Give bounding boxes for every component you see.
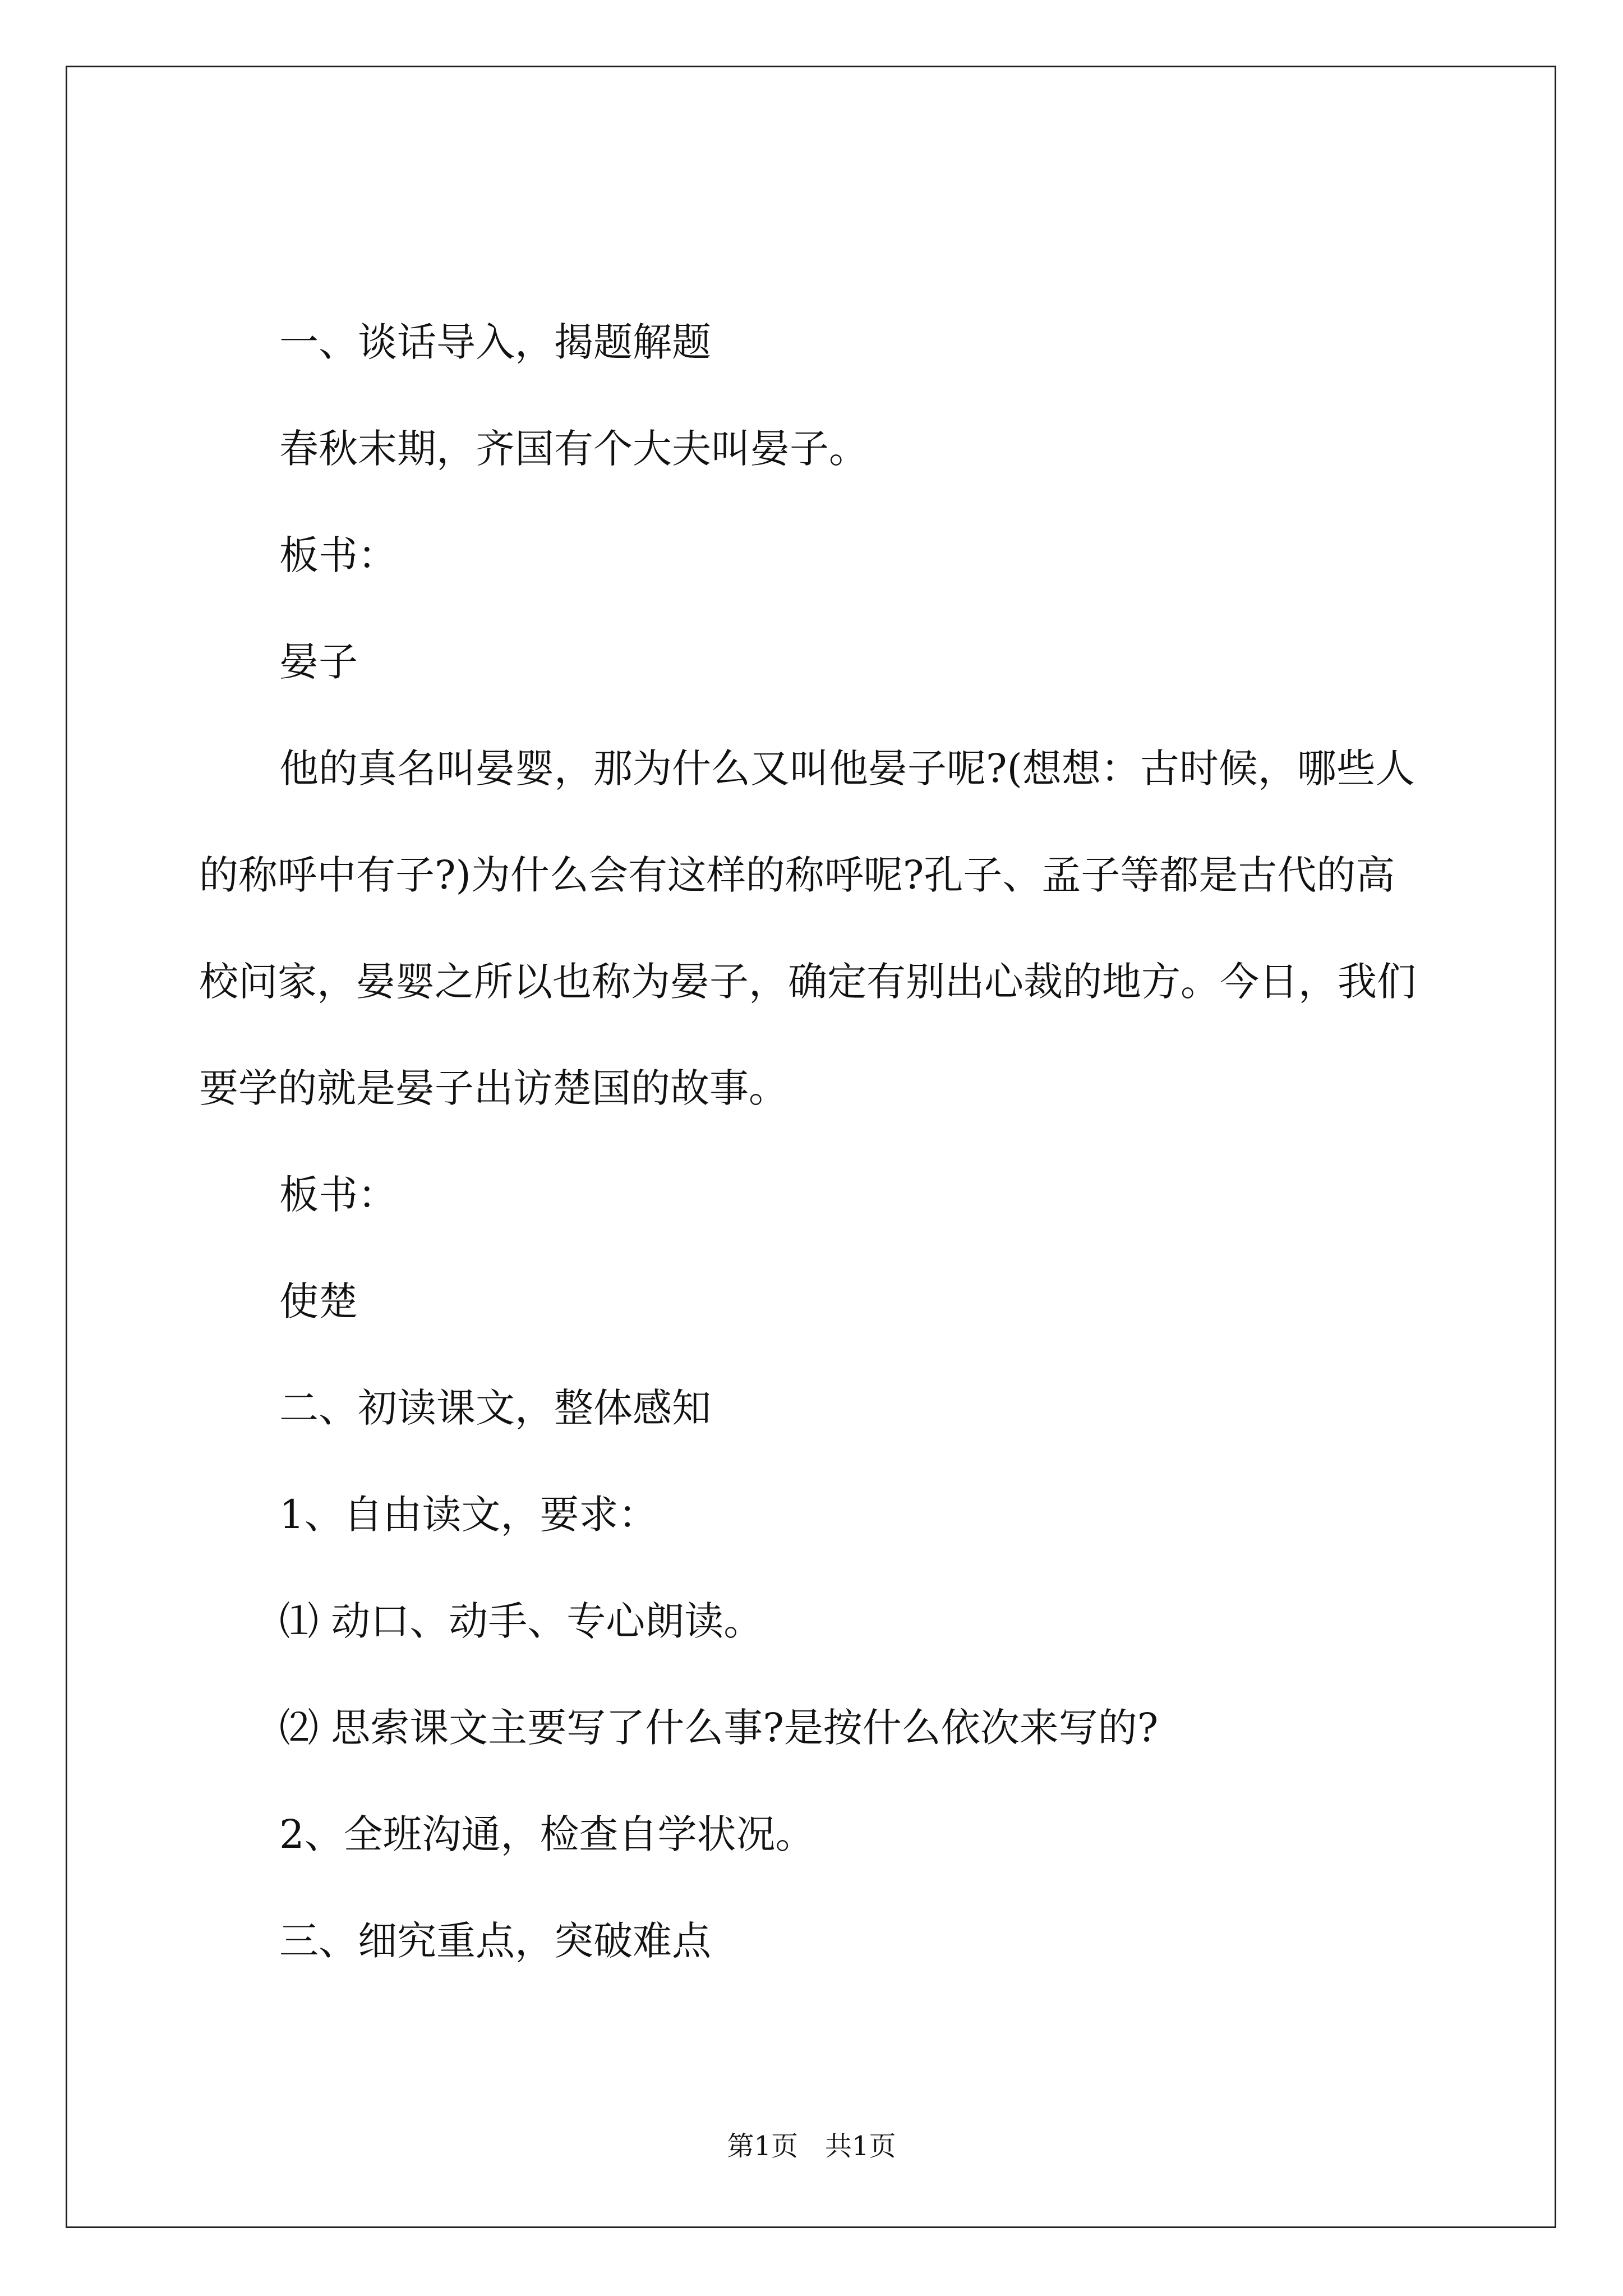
list-item: 2、全班沟通，检查自学状况。 (279, 1811, 815, 1857)
section-heading-3: 三、细究重点，突破难点 (279, 1918, 711, 1964)
paragraph: 板书： (279, 1172, 397, 1218)
paragraph: 春秋末期，齐国有个大夫叫晏子。 (279, 426, 868, 472)
list-item: ⑵ 思索课文主要写了什么事?是按什么依次来写的? (279, 1705, 1159, 1751)
document-body (199, 289, 1427, 1994)
page-number: 第1页 (727, 2131, 798, 2162)
paragraph: 使楚 (279, 1278, 358, 1324)
page-footer (0, 2129, 1623, 2163)
paragraph: 板书： (279, 532, 397, 578)
paragraph: 晏子 (279, 639, 358, 685)
list-item: ⑴ 动口、动手、专心朗读。 (279, 1598, 763, 1644)
section-heading-2: 二、初读课文，整体感知 (279, 1385, 711, 1431)
section-heading-1: 一、谈话导入，揭题解题 (279, 319, 711, 365)
page-total: 共1页 (825, 2131, 896, 2162)
paragraph: 他的真名叫晏婴，那为什么又叫他晏子呢?(想想：古时候，哪些人的称呼中有子?)为什么会有这样的称呼呢?孔子、孟子等都是古代的高校问家，晏婴之所以也称为晏子，确定有别出心裁的地方。今日，我们要学的就是晏子出访楚国的故事。 (199, 746, 1416, 1111)
list-item: 1、自由读文，要求： (279, 1492, 658, 1538)
